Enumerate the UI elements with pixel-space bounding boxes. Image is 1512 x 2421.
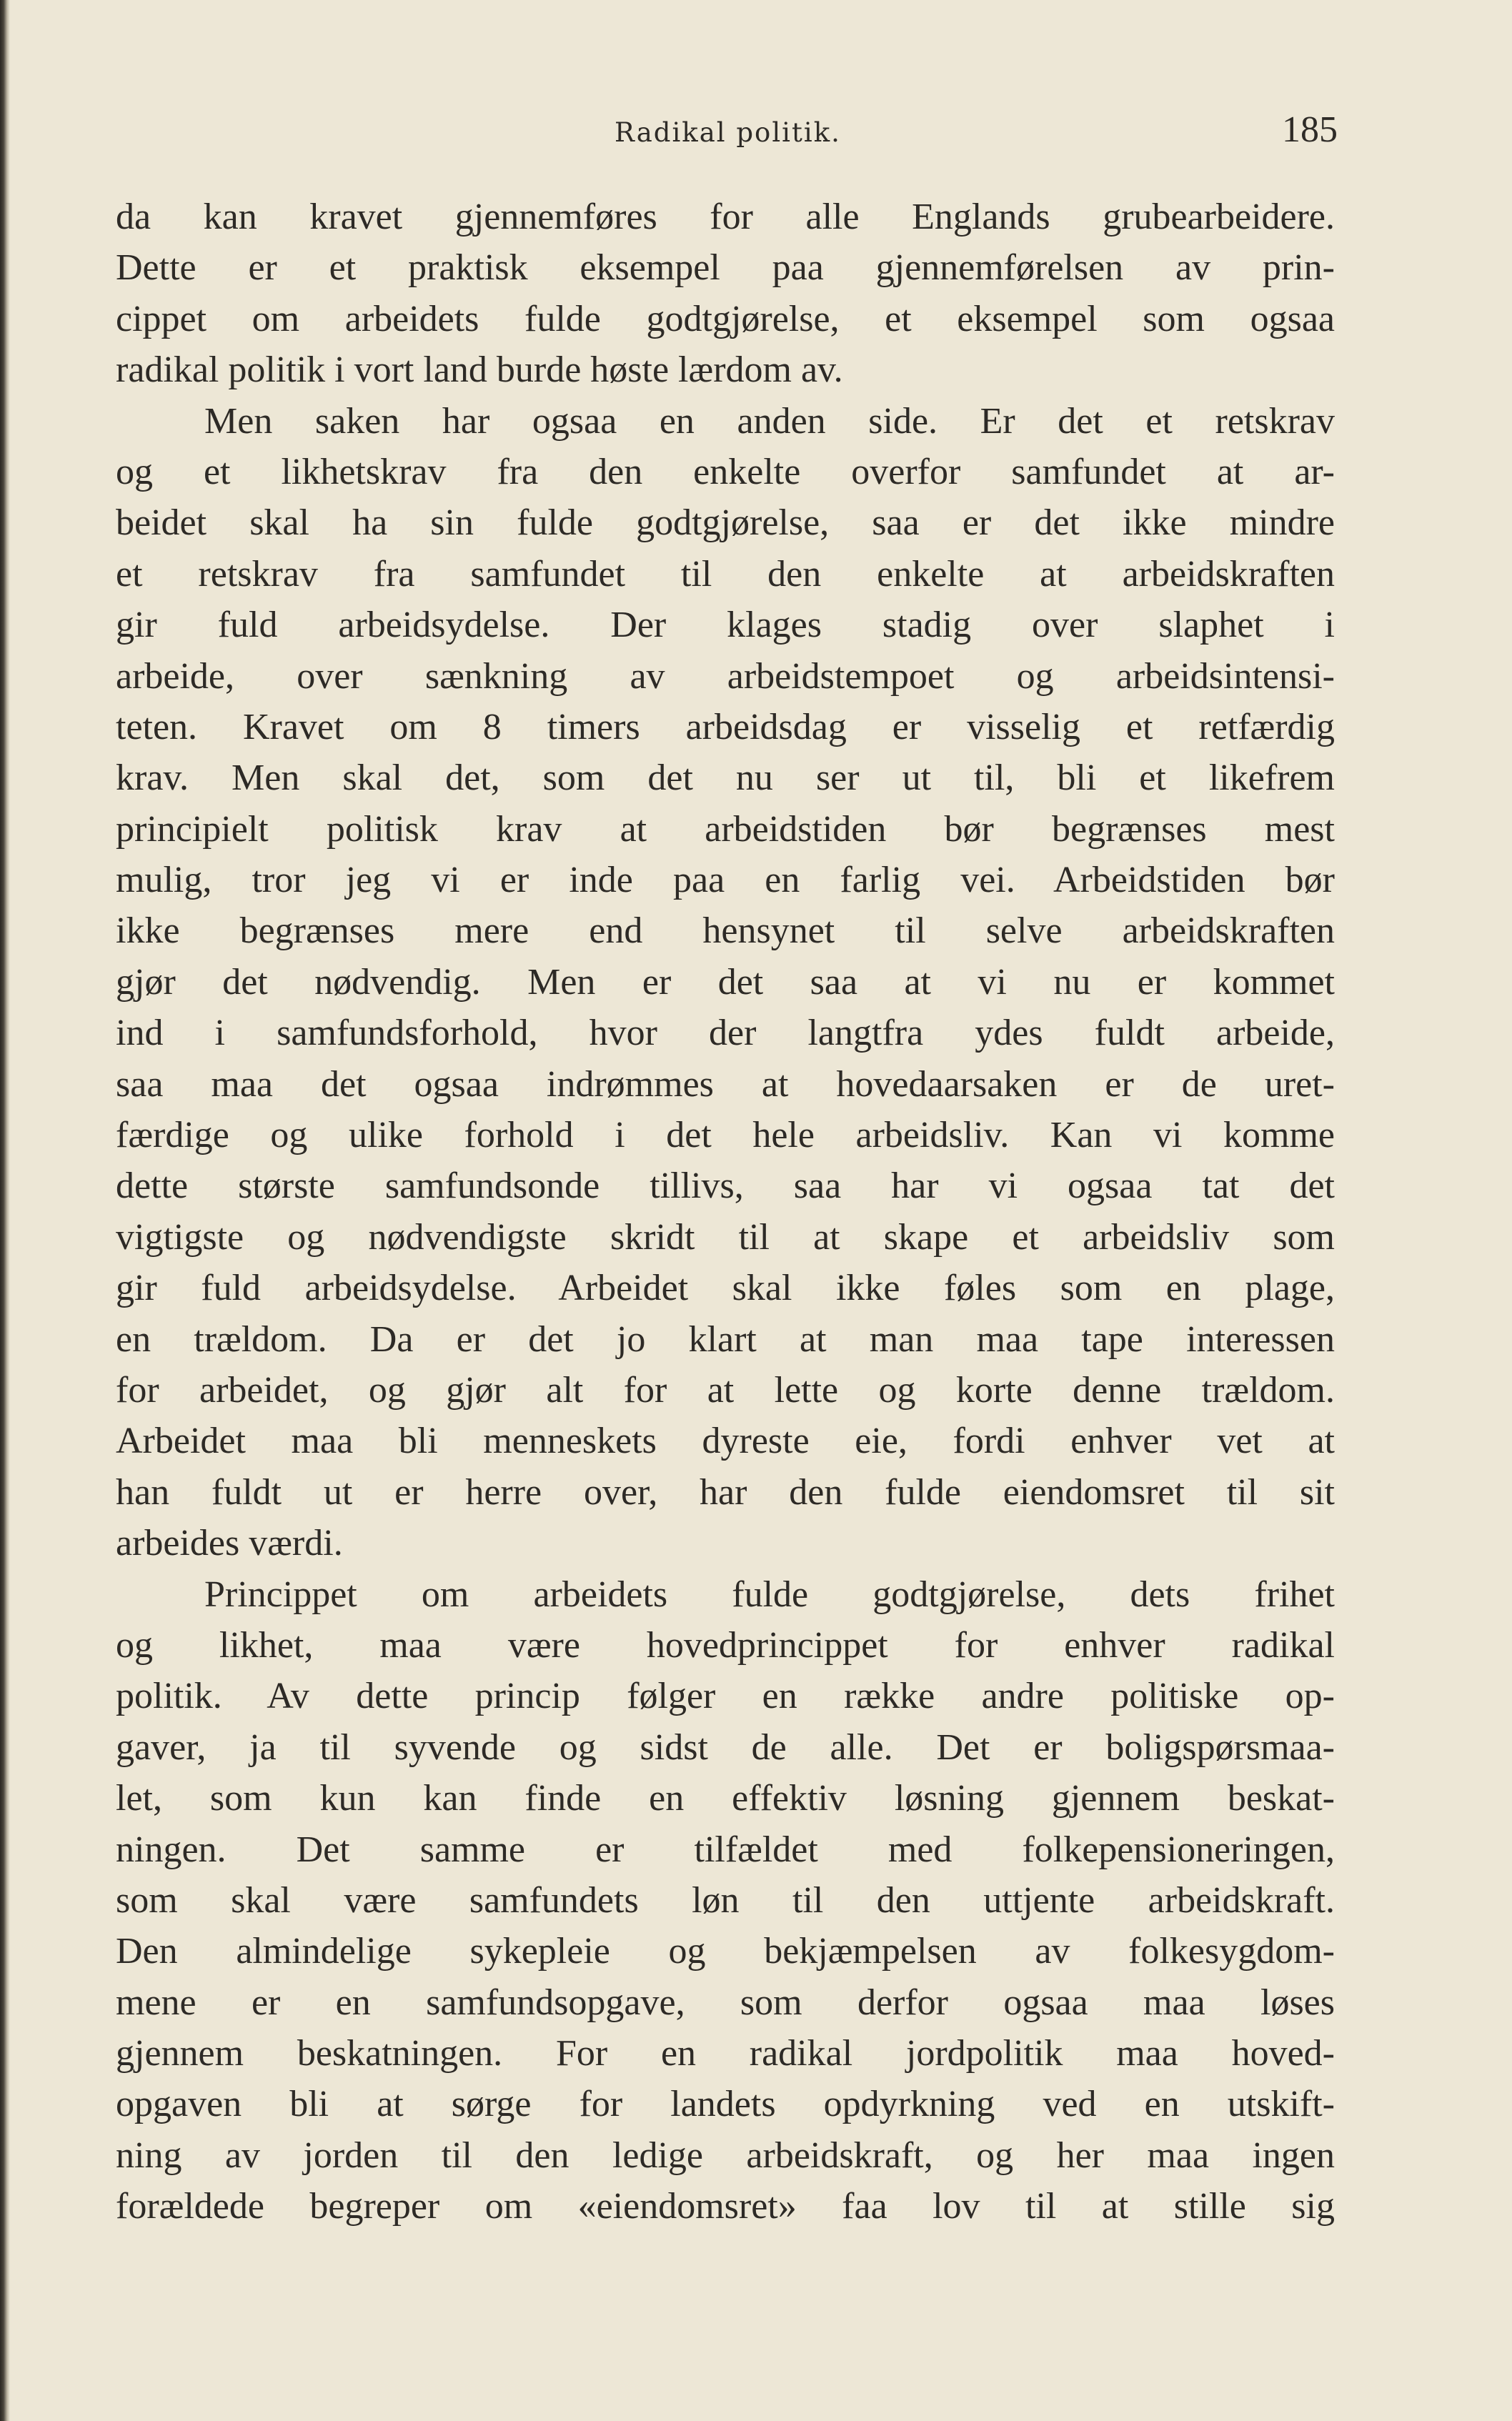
- text-line: som skal være samfundets løn til den uttjente arbeidskraft.: [116, 1879, 1335, 1921]
- text-line: vigtigste og nødvendigste skridt til at skape et arbeidsliv som: [116, 1216, 1335, 1258]
- text-line: dette største samfundsonde tillivs, saa har vi ogsaa tat det: [116, 1165, 1335, 1207]
- text-line: radikal politik i vort land burde høste lærdom av.: [116, 349, 843, 391]
- binding-edge: [0, 0, 10, 2421]
- text-line: for arbeidet, og gjør alt for at lette og korte denne trældom.: [116, 1369, 1335, 1411]
- page-number: 185: [1282, 109, 1338, 150]
- text-line: mene er en samfundsopgave, som derfor ogsaa maa løses: [116, 1982, 1335, 2023]
- page-header: [114, 107, 1338, 157]
- text-line: Den almindelige sykepleie og bekjæmpelsen av folkesygdom-: [116, 1931, 1335, 1972]
- text-line: opgaven bli at sørge for landets opdyrkning ved en utskift-: [116, 2084, 1335, 2125]
- text-line: og likhet, maa være hovedprincippet for enhver radikal: [116, 1624, 1335, 1666]
- text-line: ning av jorden til den ledige arbeidskraft, og her maa ingen: [116, 2134, 1335, 2176]
- text-line: saa maa det ogsaa indrømmes at hovedaarsaken er de uret-: [116, 1063, 1335, 1105]
- running-head: Radikal politik.: [615, 117, 841, 148]
- text-line: gjør det nødvendig. Men er det saa at vi nu er kommet: [116, 961, 1335, 1003]
- text-line: og et likhetskrav fra den enkelte overfor samfundet at ar-: [116, 451, 1335, 492]
- body-text: [116, 192, 1335, 2232]
- text-line: ningen. Det samme er tilfældet med folkepensioneringen,: [116, 1829, 1335, 1870]
- text-line: beidet skal ha sin fulde godtgjørelse, saa er det ikke mindre: [116, 502, 1335, 544]
- text-line: Arbeidet maa bli menneskets dyreste eie, fordi enhver vet at: [116, 1421, 1335, 1462]
- text-line: cippet om arbeidets fulde godtgjørelse, et eksempel som ogsaa: [116, 298, 1335, 339]
- text-line: principielt politisk krav at arbeidstiden bør begrænses mest: [116, 808, 1335, 850]
- text-line: Men saken har ogsaa en anden side. Er det et retskrav: [204, 400, 1335, 442]
- text-line: Dette er et praktisk eksempel paa gjennemførelsen av prin-: [116, 247, 1335, 289]
- text-line: gjennem beskatningen. For en radikal jordpolitik maa hoved-: [116, 2033, 1335, 2074]
- text-line: teten. Kravet om 8 timers arbeidsdag er visselig et retfærdig: [116, 706, 1335, 747]
- text-line: ikke begrænses mere end hensynet til selve arbeidskraften: [116, 910, 1335, 952]
- text-line: mulig, tror jeg vi er inde paa en farlig vei. Arbeidstiden bør: [116, 860, 1335, 901]
- text-line: han fuldt ut er herre over, har den fulde eiendomsret til sit: [116, 1471, 1335, 1513]
- text-line: politik. Av dette princip følger en række andre politiske op-: [116, 1676, 1335, 1717]
- text-line: arbeides værdi.: [116, 1523, 343, 1564]
- text-line: krav. Men skal det, som det nu ser ut til, bli et likefrem: [116, 757, 1335, 799]
- text-line: ind i samfundsforhold, hvor der langtfra ydes fuldt arbeide,: [116, 1013, 1335, 1054]
- text-line: gaver, ja til syvende og sidst de alle. Det er boligspørsmaa-: [116, 1726, 1335, 1768]
- text-line: gir fuld arbeidsydelse. Arbeidet skal ikke føles som en plage,: [116, 1268, 1335, 1309]
- text-line: en trældom. Da er det jo klart at man maa tape interessen: [116, 1318, 1335, 1360]
- text-line: da kan kravet gjennemføres for alle Englands grubearbeidere.: [116, 197, 1335, 237]
- text-line: Princippet om arbeidets fulde godtgjørelse, dets frihet: [204, 1574, 1335, 1615]
- text-line: forældede begreper om «eiendomsret» faa lov til at stille sig: [116, 2186, 1335, 2227]
- text-line: gir fuld arbeidsydelse. Der klages stadig over slaphet i: [116, 605, 1335, 646]
- text-line: let, som kun kan finde en effektiv løsning gjennem beskat-: [116, 1778, 1335, 1819]
- text-line: færdige og ulike forhold i det hele arbeidsliv. Kan vi komme: [116, 1115, 1335, 1156]
- text-line: arbeide, over sænkning av arbeidstempoet og arbeidsintensi-: [116, 655, 1335, 697]
- text-line: et retskrav fra samfundet til den enkelte at arbeidskraften: [116, 553, 1335, 595]
